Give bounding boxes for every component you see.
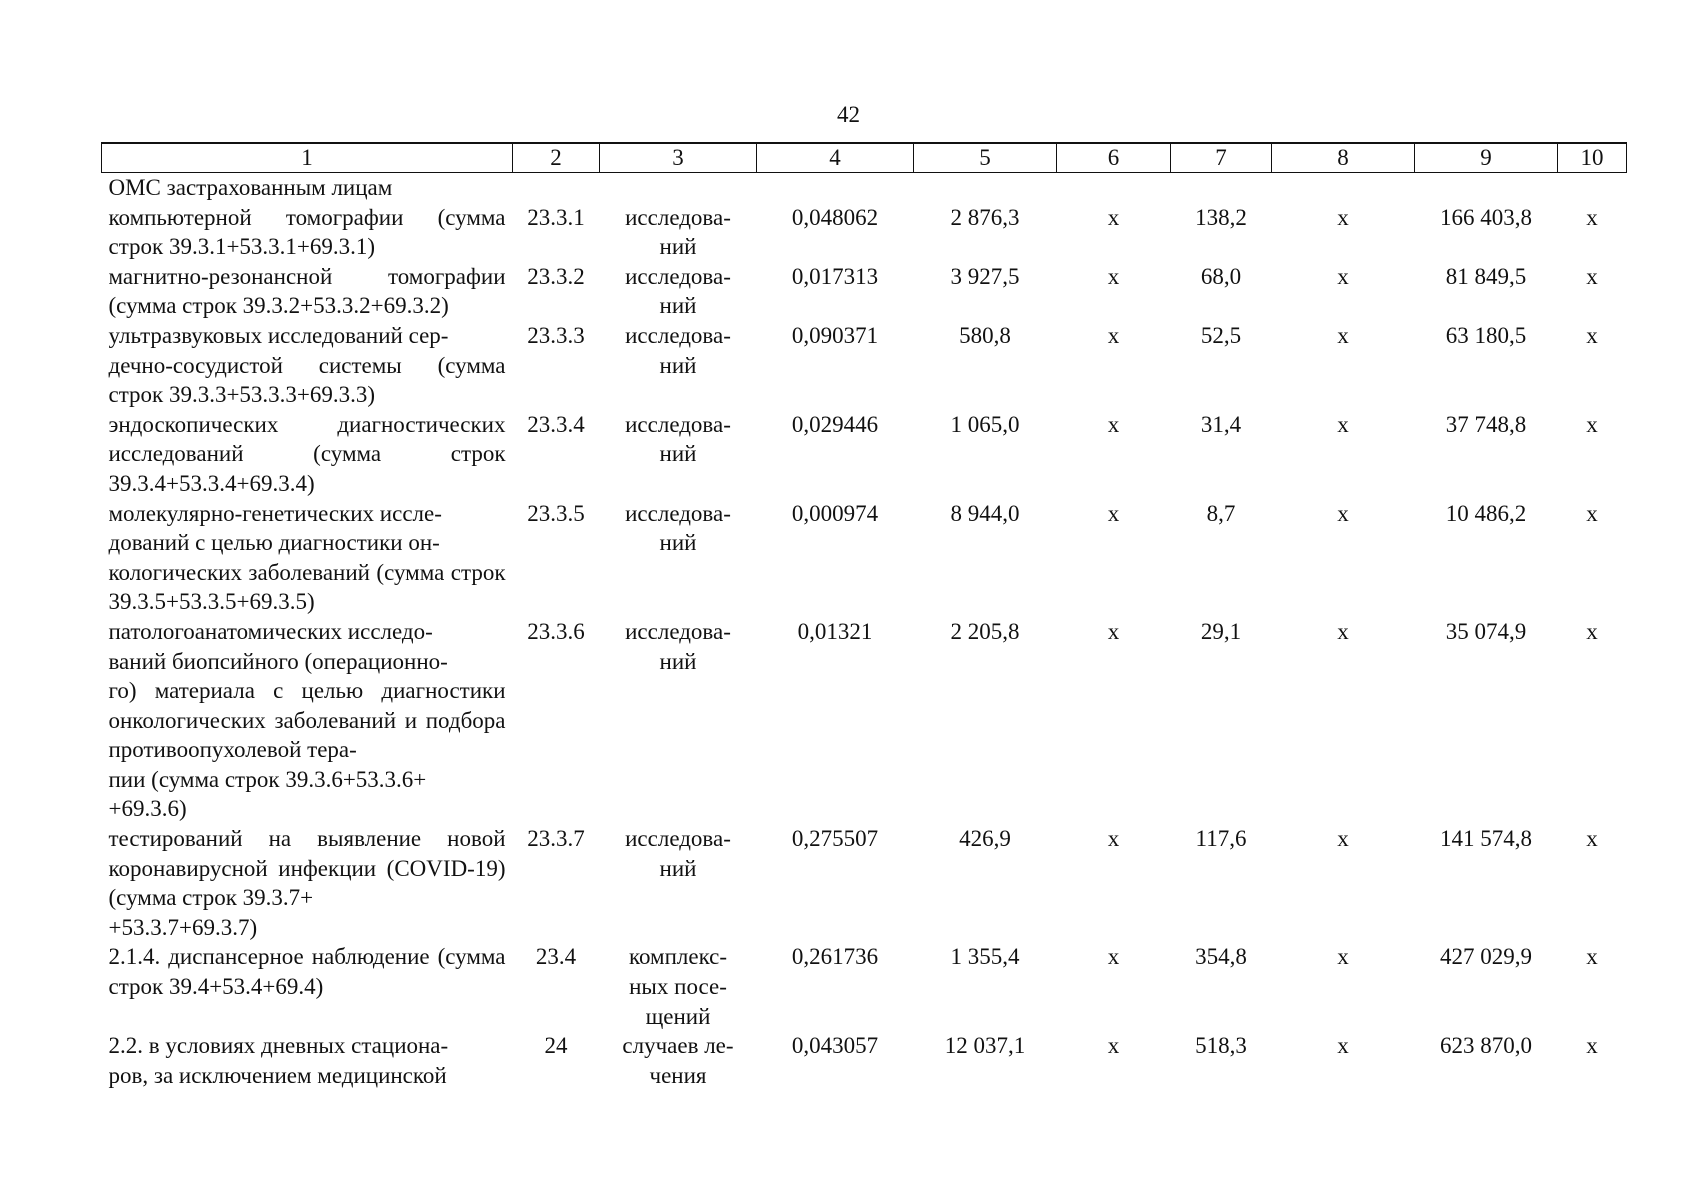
cell-col6: х bbox=[1107, 500, 1120, 526]
cell-col6: х bbox=[1107, 204, 1120, 230]
row-code: 23.3.6 bbox=[527, 618, 585, 644]
cell-col10: х bbox=[1586, 322, 1598, 348]
cell-col7: 117,6 bbox=[1195, 826, 1247, 852]
cell-cost: 2 876,3 bbox=[950, 204, 1020, 230]
row-unit: случаев ле- чения bbox=[622, 1033, 734, 1088]
row-code: 23.3.2 bbox=[527, 263, 585, 289]
row-code: 23.4 bbox=[535, 944, 577, 970]
row-code: 23.3.4 bbox=[527, 411, 585, 437]
cell-col10: х bbox=[1586, 944, 1598, 970]
row-description: компьютерной томографии (сумма строк 39.3.1+53.3.1+69.3.1) bbox=[108, 204, 506, 260]
cell-cost: 2 205,8 bbox=[950, 618, 1020, 644]
cell-rate: 0,017313 bbox=[791, 263, 879, 289]
cell-col10 bbox=[1558, 173, 1627, 203]
cell-col9: 427 029,9 bbox=[1440, 944, 1532, 970]
row-code: 23.3.3 bbox=[527, 322, 585, 348]
cell-cost: 3 927,5 bbox=[950, 263, 1020, 289]
row-unit: исследова- ний bbox=[625, 322, 731, 378]
cell-col9: 623 870,0 bbox=[1440, 1033, 1532, 1059]
cell-rate bbox=[757, 173, 914, 203]
cell-cost: 426,9 bbox=[959, 826, 1011, 852]
table-row bbox=[102, 499, 1627, 617]
cell-col6: х bbox=[1107, 826, 1120, 852]
cell-cost: 1 065,0 bbox=[950, 411, 1020, 437]
cell-col6: х bbox=[1107, 322, 1120, 348]
cell-col8: х bbox=[1337, 411, 1349, 437]
column-header: 2 bbox=[513, 143, 600, 173]
header-row bbox=[102, 143, 1627, 173]
cell-col6: х bbox=[1107, 263, 1120, 289]
row-description: ультразвуковых исследований сер- дечно-сосудистой системы (сумма строк 39.3.3+53.3.3+69.3.3) bbox=[108, 322, 506, 408]
cell-col10: х bbox=[1586, 1033, 1598, 1059]
cell-col10: х bbox=[1586, 500, 1598, 526]
table-header bbox=[102, 143, 1627, 173]
cell-col10: х bbox=[1586, 204, 1598, 230]
row-code bbox=[513, 173, 600, 203]
cell-col10: х bbox=[1586, 826, 1598, 852]
cell-cost: 1 355,4 bbox=[950, 944, 1020, 970]
cell-col10: х bbox=[1586, 411, 1598, 437]
column-header: 1 bbox=[102, 143, 513, 173]
cell-col9: 10 486,2 bbox=[1445, 500, 1527, 526]
cell-col6: х bbox=[1107, 944, 1120, 970]
cell-col6 bbox=[1057, 173, 1171, 203]
row-unit: исследова- ний bbox=[625, 826, 731, 881]
row-description: ОМС застрахованным лицам bbox=[108, 175, 393, 200]
cell-col8: х bbox=[1337, 826, 1349, 852]
column-header: 9 bbox=[1415, 143, 1558, 173]
cell-col6: х bbox=[1107, 1033, 1120, 1059]
cell-rate: 0,000974 bbox=[791, 500, 879, 526]
cell-col9: 141 574,8 bbox=[1440, 826, 1532, 852]
cell-col7: 52,5 bbox=[1200, 322, 1242, 348]
row-unit: исследова- ний bbox=[625, 500, 731, 556]
column-header: 6 bbox=[1057, 143, 1171, 173]
row-description: 2.2. в условиях дневных стациона- ров, за исключением медицинской bbox=[108, 1033, 449, 1088]
column-header: 10 bbox=[1558, 143, 1627, 173]
table-row bbox=[102, 824, 1627, 942]
cell-col10: х bbox=[1586, 618, 1598, 644]
cell-col8: х bbox=[1337, 322, 1349, 348]
row-code: 23.3.7 bbox=[527, 826, 585, 852]
row-description: магнитно-резонансной томографии (сумма строк 39.3.2+53.3.2+69.3.2) bbox=[108, 263, 506, 319]
cell-col6: х bbox=[1107, 618, 1120, 644]
cell-col7: 31,4 bbox=[1200, 411, 1242, 437]
cell-col9 bbox=[1415, 173, 1558, 203]
cell-col9: 81 849,5 bbox=[1445, 263, 1527, 289]
cell-col7: 138,2 bbox=[1195, 204, 1247, 230]
cell-cost: 8 944,0 bbox=[950, 500, 1020, 526]
cell-col9: 37 748,8 bbox=[1445, 411, 1527, 437]
cell-rate: 0,275507 bbox=[791, 826, 879, 852]
row-description: 2.1.4. диспансерное наблюдение (сумма строк 39.4+53.4+69.4) bbox=[108, 944, 506, 1000]
row-code: 23.3.1 bbox=[527, 204, 585, 230]
cell-col7: 29,1 bbox=[1200, 618, 1242, 644]
table-row bbox=[102, 410, 1627, 499]
row-unit: исследова- ний bbox=[625, 204, 731, 260]
column-header: 7 bbox=[1171, 143, 1272, 173]
cell-col8: х bbox=[1337, 204, 1349, 230]
row-description: эндоскопических диагностических исследований (сумма строк 39.3.4+53.3.4+69.3.4) bbox=[108, 411, 506, 496]
cell-rate: 0,048062 bbox=[791, 204, 879, 230]
cell-col8: х bbox=[1337, 618, 1349, 644]
row-description: молекулярно-генетических иссле- дований с целью диагностики он- кологических заболеваний (сумма строк 39.3.5+53.3.5+69.3.5) bbox=[108, 500, 506, 615]
column-header: 4 bbox=[757, 143, 914, 173]
page-number: 42 bbox=[837, 102, 860, 127]
cell-col9: 63 180,5 bbox=[1445, 322, 1527, 348]
column-header: 3 bbox=[600, 143, 757, 173]
cell-rate: 0,043057 bbox=[791, 1033, 879, 1059]
cell-cost: 580,8 bbox=[959, 322, 1011, 348]
cell-rate: 0,090371 bbox=[791, 322, 879, 348]
cell-rate: 0,261736 bbox=[791, 944, 879, 970]
table-row bbox=[102, 262, 1627, 321]
table-row bbox=[102, 617, 1627, 824]
column-header: 5 bbox=[914, 143, 1057, 173]
row-unit: комплекс- ных посе- щений bbox=[628, 944, 728, 1029]
cell-col10: х bbox=[1586, 263, 1598, 289]
cell-col7 bbox=[1171, 173, 1272, 203]
row-unit: исследова- ний bbox=[625, 618, 731, 674]
cell-col8: х bbox=[1337, 263, 1349, 289]
row-description: тестирований на выявление новой коронавирусной инфекции (COVID-19) (сумма строк 39.3.7+ +53.3.7+69.3.7) bbox=[108, 826, 506, 940]
cell-cost: 12 037,1 bbox=[944, 1033, 1026, 1059]
cell-col9: 35 074,9 bbox=[1445, 618, 1527, 644]
data-table bbox=[101, 142, 1627, 1090]
table-row bbox=[102, 173, 1627, 203]
table-body bbox=[102, 173, 1627, 1091]
cell-col6: х bbox=[1107, 411, 1120, 437]
cell-col8: х bbox=[1337, 500, 1349, 526]
row-code: 24 bbox=[544, 1033, 568, 1059]
cell-rate: 0,029446 bbox=[791, 411, 879, 437]
table-row bbox=[102, 942, 1627, 1031]
cell-col8: х bbox=[1337, 1033, 1349, 1059]
cell-cost bbox=[914, 173, 1057, 203]
cell-col7: 68,0 bbox=[1200, 263, 1242, 289]
cell-col9: 166 403,8 bbox=[1440, 204, 1532, 230]
row-code: 23.3.5 bbox=[527, 500, 585, 526]
row-unit: исследова- ний bbox=[625, 263, 731, 319]
table-row bbox=[102, 321, 1627, 410]
row-unit bbox=[600, 173, 757, 203]
table-row bbox=[102, 203, 1627, 262]
cell-col7: 354,8 bbox=[1195, 944, 1247, 970]
cell-col8: х bbox=[1337, 944, 1349, 970]
cell-col8 bbox=[1272, 173, 1415, 203]
cell-col7: 518,3 bbox=[1195, 1033, 1247, 1059]
cell-col7: 8,7 bbox=[1206, 500, 1236, 526]
table-row bbox=[102, 1031, 1627, 1090]
cell-rate: 0,01321 bbox=[797, 618, 873, 644]
column-header: 8 bbox=[1272, 143, 1415, 173]
row-unit: исследова- ний bbox=[625, 411, 731, 467]
row-description: патологоанатомических исследо- ваний биопсийного (операционно- го) материала с целью диагностики онкологических заболеваний и подбора противоопухолевой тера- пии (сумма строк 39.3.6+53.3.6+ +69.3.6) bbox=[108, 618, 506, 822]
